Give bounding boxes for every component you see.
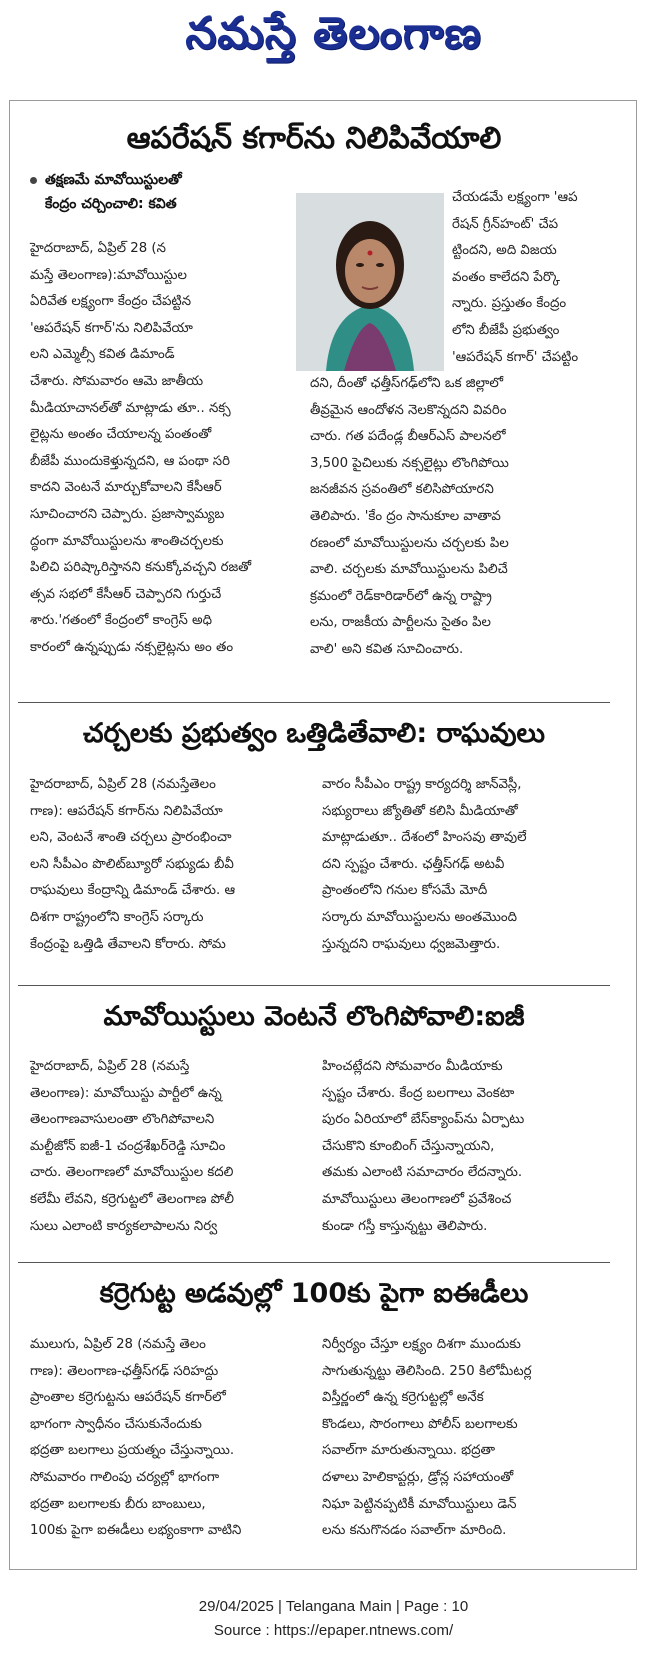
bullet-icon [30, 177, 37, 184]
article1-right-line: వాలి' అని కవిత సూచించారు. [310, 641, 464, 657]
article4-left-line: గాణ): తెలంగాణ-ఛత్తీస్‌గఢ్ సరిహద్దు [30, 1363, 219, 1379]
article3-right-line: మావోయిస్టులు తెలంగాణలో ప్రవేశించ [322, 1191, 512, 1207]
article4-right-line: నిర్వీర్యం చేస్తూ లక్ష్యం దిశగా ముందుకు [322, 1337, 521, 1352]
article1-right-line: వంతం కాలేదని పేర్కొ [452, 269, 560, 285]
footer-date-line: 29/04/2025 | Telangana Main | Page : 10 [198, 1598, 469, 1615]
article3-left-line: సులు ఎలాంటి కార్యకలాపాలను నిర్వ [30, 1218, 218, 1234]
article4-left-line: భద్రతా బలగాలు ప్రయత్నం చేస్తున్నాయి. [30, 1443, 235, 1459]
section-divider [18, 702, 610, 703]
article3-right-line: స్పష్టం చేశారు. కేంద్ర బలగాలు వెంకటా [322, 1085, 515, 1101]
article3-right-line: చేసుకొని కూంబింగ్ చేస్తున్నాయని, [322, 1138, 495, 1154]
article1-right-line: ట్టిందని, అది విజయ [452, 243, 557, 259]
article1-right-line: దని, దీంతో ఛత్తీస్‌గఢ్‌లోని ఒక జిల్లాలో [310, 376, 504, 391]
article2-right-line: వారం సీపీఎం రాష్ట్ర కార్యదర్శి జాన్‌వెస్లీ, [322, 777, 522, 792]
article4-right-line: దళాలు హెలికాప్టర్లు, డ్రోన్ల సహాయంతో [322, 1469, 514, 1485]
subhead-line1-row [30, 168, 292, 192]
article2-left-column [30, 772, 310, 958]
article1-right-line: చారు. గత పదేండ్ల బీఆర్‌ఎస్ పాలనలో [310, 429, 506, 445]
headline-article4: కర్రెగుట్ట అడవుల్లో 100కు పైగా ఐఈడీలు [99, 1278, 529, 1309]
masthead-title: నమస్తే తెలంగాణ [185, 8, 482, 59]
article3-right-line: తమకు ఎలాంటి సమాచారం లేదన్నారు. [322, 1165, 523, 1181]
article4-right-line: నిఘా పెట్టినప్పటికీ మావోయిస్టులు డెన్ [322, 1496, 517, 1512]
article4-left-line: 100కు పైగా ఐఈడీలు లభ్యంకాగా వాటిని [30, 1523, 242, 1539]
article1-left-line: చేశారు. సోమవారం ఆమె జాతీయ [30, 373, 204, 389]
article2-right-line: దని స్పష్టం చేశారు. ఛత్తీస్‌గఢ్ అటవీ [322, 856, 505, 872]
article1-left-line: 'ఆపరేషన్ కగార్'ను నిలిపివేయా [30, 320, 193, 336]
article2-right-line: స్తున్నదని రాఘవులు ధ్వజమెత్తారు. [322, 936, 501, 952]
article2-right-line: సభ్యురాలు జ్యోతితో కలిసి మీడియాతో [322, 803, 518, 819]
article1-left-column [30, 236, 292, 662]
article3-right-column [322, 1054, 604, 1240]
article4-right-line: విస్తీర్ణంలో ఉన్న కర్రెగుట్టల్లో అనేక [322, 1390, 484, 1406]
article4-left-line: సోమవారం గాలింపు చర్యల్లో భాగంగా [30, 1469, 220, 1485]
article2-left-line: హైదరాబాద్, ఏప్రిల్ 28 (నమస్తేతెలం [30, 777, 216, 792]
article1-right-line: న్నారు. ప్రస్తుతం కేంద్రం [452, 296, 567, 312]
headline-article2: చర్చలకు ప్రభుత్వం ఒత్తిడితేవాలి: రాఘవులు [82, 718, 546, 749]
article3-left-line: తెలంగాణ): మావోయిస్టు పార్టీలో ఉన్న [30, 1085, 222, 1101]
article1-right-column-top [452, 185, 602, 371]
article1-left-line: హైదరాబాద్, ఏప్రిల్ 28 (న [30, 241, 166, 256]
article4-left-line: ప్రాంతాల కర్రెగుట్టను ఆపరేషన్ కగార్‌లో [30, 1390, 226, 1406]
article4-left-column [30, 1332, 310, 1545]
article1-right-line: లను, రాజకీయ పార్టీలను సైతం పిల [310, 615, 491, 631]
article2-left-line: లని సీపీఎం పొలిట్‌బ్యూరో సభ్యుడు బీవీ [30, 856, 234, 872]
kavitha-photo [296, 193, 444, 371]
article1-left-line: మీడియాచానల్‌తో మాట్లాడు తూ.. నక్స [30, 400, 231, 416]
article1-left-line: సూచించారని చెప్పారు. ప్రజాస్వామ్యబ [30, 506, 225, 522]
article1-right-line: రణంలో మావోయిస్టులను చర్చలకు పిల [310, 535, 509, 551]
article2-right-line: ప్రాంతంలోని గనుల కోసమే మోదీ [322, 883, 488, 899]
article1-left-line: త్సవ సభలో కేసీఆర్ చెప్పారని గుర్తుచే [30, 586, 222, 602]
article3-left-line: కలేమీ లేవని, కర్రెగుట్టలో తెలంగాణ పోలీ [30, 1191, 234, 1207]
article1-right-line: రేషన్ గ్రీన్‌హంట్' చేప [452, 216, 559, 232]
portrait-illustration [296, 193, 444, 371]
headline-article3: మావోయిస్టులు వెంటనే లొంగిపోవాలి:ఐజీ [103, 1001, 525, 1032]
article1-right-line: చేయడమే లక్ష్యంగా 'ఆప [452, 190, 578, 205]
article3-right-line: కుండా గస్తీ కాస్తున్నట్టు తెలిపారు. [322, 1218, 488, 1234]
article1-right-line: జనజీవన స్రవంతిలో కలిసిపోయారని [310, 482, 494, 498]
article2-left-line: గాణ): ఆపరేషన్ కగార్‌ను నిలిపివేయా [30, 803, 223, 819]
article3-left-line: చారు. తెలంగాణలో మావోయిస్టుల కదలి [30, 1165, 234, 1181]
article4-right-line: కొండలు, సొరంగాలు పోలీస్ బలగాలకు [322, 1416, 518, 1432]
article1-right-line: 3,500 పైచిలుకు నక్సలైట్లు లొంగిపోయి [310, 455, 509, 471]
article1-left-line: కాదని వెంటనే మార్చుకోవాలని కేసీఆర్ [30, 480, 222, 496]
article4-right-line: లను కనుగొనడం సవాల్‌గా మారింది. [322, 1523, 507, 1539]
headline-article1: ఆపరేషన్ కగార్‌ను నిలిపివేయాలి [126, 121, 502, 156]
article1-right-line: 'ఆపరేషన్ కగార్' చేపట్టిం [452, 349, 579, 365]
article1-left-line: ఏరివేత లక్ష్యంగా కేంద్రం చేపట్టిన [30, 294, 192, 310]
article1-left-line: శారు.'గతంలో కేంద్రంలో కాంగ్రెస్ అధి [30, 613, 213, 629]
article4-right-column [322, 1332, 604, 1545]
article4-right-line: సాగుతున్నట్టు తెలిసింది. 250 కిలోమీటర్ల [322, 1363, 532, 1379]
article1-left-line: లని ఎమ్మెల్సీ కవిత డిమాండ్ [30, 347, 175, 363]
section-divider [18, 1262, 610, 1263]
article2-left-line: లని, వెంటనే శాంతి చర్చలు ప్రారంభించా [30, 830, 232, 846]
article2-right-line: మాట్లాడుతూ.. దేశంలో హింసవు తావులే [322, 830, 527, 846]
article3-left-column [30, 1054, 310, 1240]
article4-left-line: భాగంగా స్వాధీనం చేసుకునేందుకు [30, 1416, 202, 1432]
subhead-line1: తక్షణమే మావోయిస్టులతో [45, 172, 182, 188]
article1-left-line: మస్తే తెలంగాణ):మావోయిస్టుల [30, 267, 187, 283]
article1-right-line: వాలి. చర్చలకు మావోయిస్టులను పిలిచే [310, 562, 508, 578]
article2-left-line: దిశగా రాష్ట్రంలోని కాంగ్రెస్ సర్కారు [30, 909, 204, 925]
article1-right-line: తీవ్రమైన ఆందోళన నెలకొన్నదని వివరిం [310, 402, 507, 418]
article4-right-line: సవాల్‌గా మారుతున్నాయి. భద్రతా [322, 1443, 496, 1459]
article1-left-line: పిలిచి పరిష్కారిస్తానని కనుక్కోవచ్చని రజతో [30, 560, 252, 576]
article1-right-line: తెలిపారు. 'కేం ద్రం సానుకూల వాతావ [310, 508, 501, 524]
masthead [0, 0, 667, 78]
article4-left-line: ములుగు, ఏప్రిల్ 28 (నమస్తే తెలం [30, 1337, 206, 1352]
subhead-line2-row [30, 192, 292, 216]
article3-right-line: పురం ఏరియాలో బేస్‌క్యాంప్‌ను ఏర్పాటు [322, 1112, 525, 1128]
article1-left-line: ద్ధంగా మావోయిస్టులను శాంతిచర్చలకు [30, 533, 224, 549]
article1-right-column [310, 371, 602, 664]
article1-left-line: లైట్లను అంతం చేయాలన్న పంతంతో [30, 427, 212, 443]
article1-right-line: లోని బీజేపీ ప్రభుత్వం [452, 322, 560, 338]
article1-right-line: క్రమంలో రెడ్‌కారిడార్‌లో ఉన్న రాష్ట్రా [310, 588, 492, 604]
article3-left-line: మల్టీజోన్ ఐజీ-1 చంద్రశేఖర్‌రెడ్డి సూచిం [30, 1138, 226, 1154]
article1-subhead [30, 168, 292, 216]
article2-right-line: సర్కారు మావోయిస్టులను అంతమొంది [322, 909, 518, 925]
section-divider [18, 985, 610, 986]
article3-left-line: తెలంగాణవాసులంతా లొంగిపోవాలని [30, 1112, 215, 1128]
article2-left-line: కేంద్రంపై ఒత్తిడి తేవాలని కోరారు. సోమ [30, 936, 226, 952]
subhead-line2: కేంద్రం చర్చించాలి: కవిత [45, 196, 177, 212]
article1-left-line: కారంలో ఉన్నప్పుడు నక్సలైట్లను అం తం [30, 639, 234, 655]
article1-left-line: బీజేపీ ముందుకెళ్తున్నదని, ఆ పంథా సరి [30, 453, 231, 469]
article2-right-column [322, 772, 604, 958]
footer-source-link[interactable]: Source : https://epaper.ntnews.com/ [213, 1622, 454, 1639]
article3-right-line: హించట్లేదని సోమవారం మీడియాకు [322, 1059, 503, 1074]
article3-left-line: హైదరాబాద్, ఏప్రిల్ 28 (నమస్తే [30, 1059, 190, 1074]
article2-left-line: రాఘవులు కేంద్రాన్ని డిమాండ్ చేశారు. ఆ [30, 883, 236, 899]
article4-left-line: భద్రతా బలగాలకు బీరు బాంబులు, [30, 1496, 206, 1512]
